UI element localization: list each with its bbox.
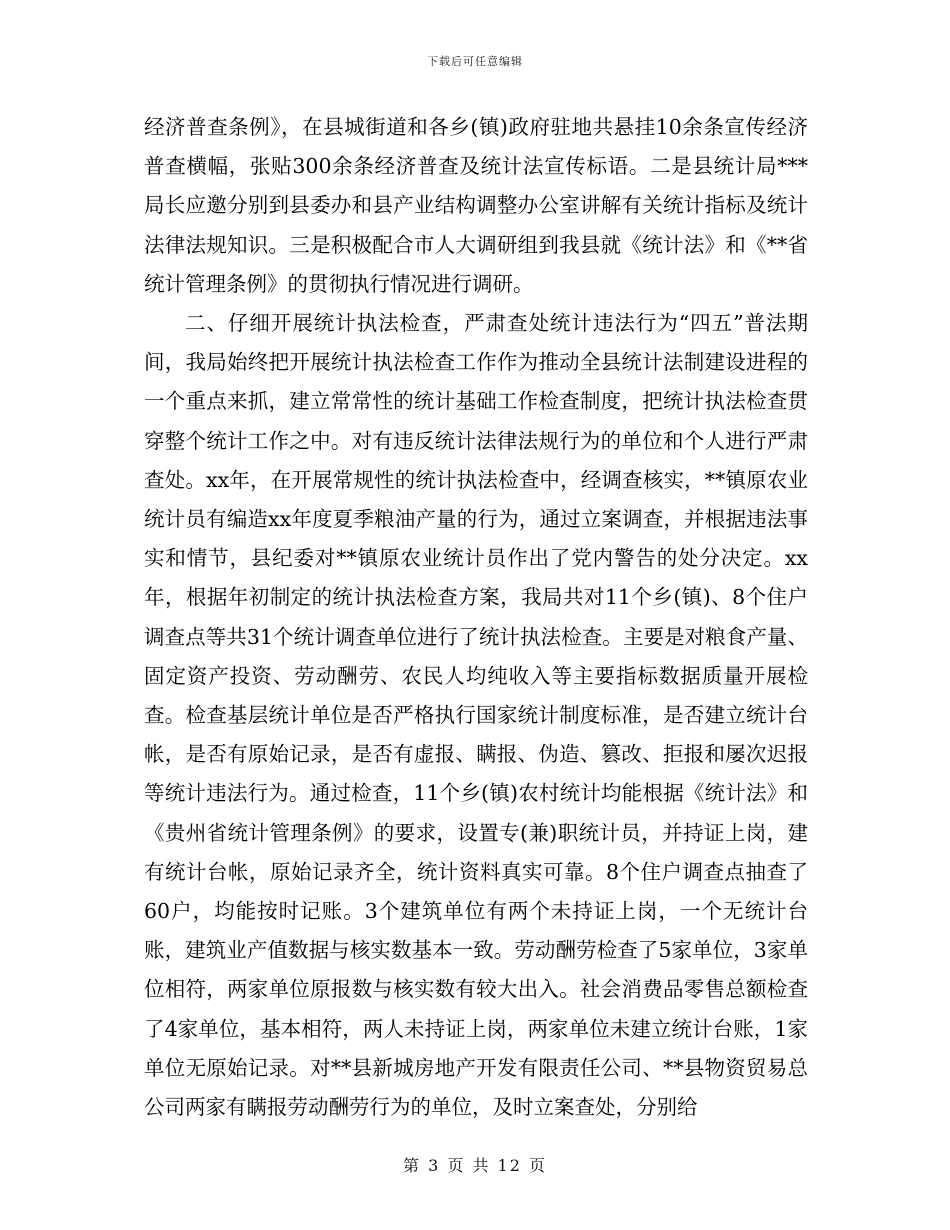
paragraph-section-two: 二、仔细开展统计执法检查，严肃查处统计违法行为“四五”普法期间，我局始终把开展统计执法检查工作作为推动全县统计法制建设进程的一个重点来抓，建立常常性的统计基础工作检查制度，把统计执法检查贯穿整个统计工作之中。对有违反统计法律法规行为的单位和个人进行严肃查处。xx年，在开展常规性的统计执法检查中，经调查核实，**镇原农业统计员有编造xx年度夏季粮油产量的行为，通过立案调查，并根据违法事实和情节，县纪委对**镇原农业统计员作出了党内警告的处分决定。xx年，根据年初制定的统计执法检查方案，我局共对11个乡(镇)、8个住户调查点等共31个统计调查单位进行了统计执法检查。主要是对粮食产量、固定资产投资、劳动酬劳、农民人均纯收入等主要指标数据质量开展检查。检查基层统计单位是否严格执行国家统计制度标准，是否建立统计台帐，是否有原始记录，是否有虚报、瞒报、伪造、篡改、拒报和屡次迟报等统计违法行为。通过检查，11个乡(镇)农村统计均能根据《统计法》和《贵州省统计管理条例》的要求，设置专(兼)职统计员，并持证上岗，建有统计台帐，原始记录齐全，统计资料真实可靠。8个住户调查点抽查了60户，均能按时记账。3个建筑单位有两个未持证上岗，一个无统计台账，建筑业产值数据与核实数基本一致。劳动酬劳检查了5家单位，3家单位相符，两家单位原报数与核实数有较大出入。社会消费品零售总额检查了4家单位，基本相符，两人未持证上岗，两家单位未建立统计台账，1家单位无原始记录。对**县新城房地产开发有限责任公司、**县物资贸易总公司两家有瞒报劳动酬劳行为的单位，及时立案查处，分别给 (144, 311, 808, 1120)
page-number: 第 3 页 共 12 页 (403, 1156, 547, 1175)
page-header-note: 下载后可任意编辑 (427, 55, 523, 68)
paragraph-continued: 经济普查条例》，在县城街道和各乡(镇)政府驻地共悬挂10余条宣传经济普查横幅，张贴300余条经济普查及统计法宣传标语。二是县统计局***局长应邀分别到县委办和县产业结构调整办公室讲解有关统计指标及统计法律法规知识。三是积极配合市人大调研组到我县就《统计法》和《**省统计管理条例》的贯彻执行情况进行调研。 (144, 115, 808, 296)
document-body (144, 108, 808, 1127)
